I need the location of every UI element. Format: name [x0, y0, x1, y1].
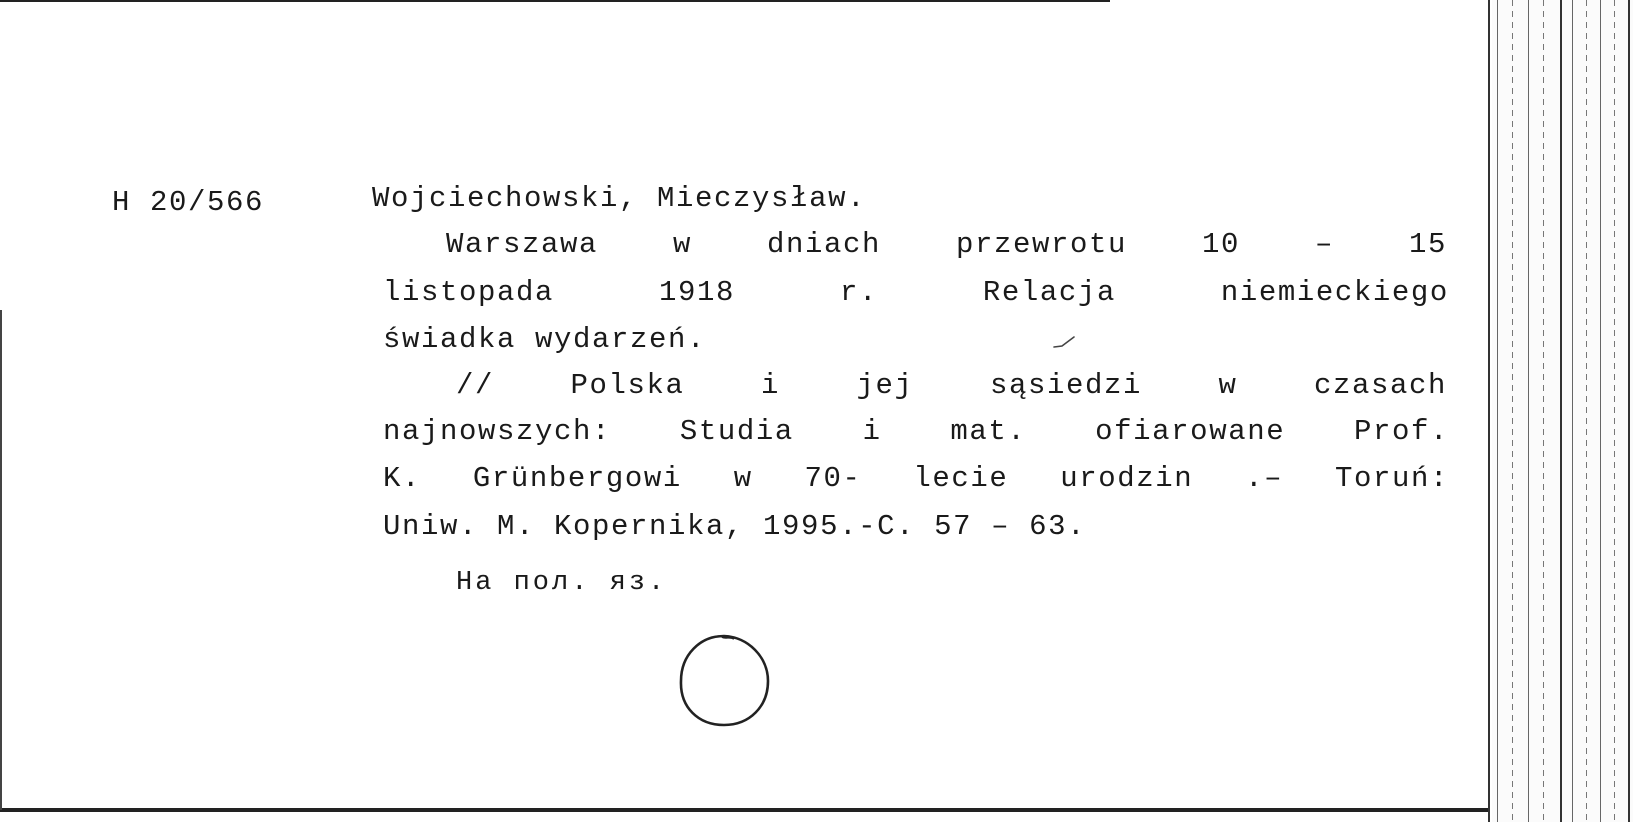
word: czasach — [1313, 369, 1447, 402]
word: najnowszych: — [383, 415, 612, 448]
word: sąsiedzi — [989, 369, 1142, 402]
word: niemieckiego — [1220, 276, 1449, 309]
word: 70- — [804, 462, 862, 495]
word: // — [456, 369, 495, 402]
word: Grünbergowi — [472, 462, 682, 495]
stacked-card-edge — [1543, 0, 1544, 822]
title-line: świadka wydarzeń. — [383, 323, 707, 356]
word: – — [1314, 228, 1334, 261]
word: w — [1218, 369, 1238, 402]
word: 1918 — [658, 276, 735, 309]
source-line — [383, 415, 1449, 449]
punch-hole — [672, 631, 776, 731]
word: .– — [1245, 462, 1284, 495]
word: listopada — [383, 276, 555, 309]
word: i — [862, 415, 882, 448]
word: 10 — [1201, 228, 1240, 261]
word: K. — [383, 462, 422, 495]
language-note: На пол. яз. — [456, 568, 668, 598]
card-left-edge — [0, 310, 2, 810]
card-right-edge — [1488, 0, 1490, 822]
word: r. — [839, 276, 878, 309]
title-line — [383, 276, 1449, 310]
stacked-card-edge — [1560, 0, 1562, 822]
title-line — [446, 228, 1447, 262]
word: i — [760, 369, 780, 402]
source-line: Uniw. M. Kopernika, 1995.-C. 57 – 63. — [383, 510, 1087, 543]
stacked-card-edge — [1586, 0, 1587, 822]
stacked-card-edge — [1528, 0, 1529, 822]
word: ofiarowane — [1095, 415, 1286, 448]
stacked-card-edge — [1512, 0, 1513, 822]
stacked-card-edge — [1572, 0, 1573, 822]
word: Prof. — [1353, 415, 1449, 448]
word: Warszawa — [446, 228, 599, 261]
pencil-check-mark — [1052, 335, 1076, 349]
stacked-card-edge — [1600, 0, 1601, 822]
stacked-card-edge — [1497, 0, 1498, 822]
stacked-card-edge — [1628, 0, 1630, 822]
card-bottom-edge — [0, 808, 1490, 812]
word: 15 — [1408, 228, 1447, 261]
author-heading: Wojciechowski, Mieczysław. — [372, 182, 867, 215]
source-line — [456, 369, 1447, 403]
shelfmark: H 20/566 — [112, 186, 265, 219]
word: Polska — [570, 369, 685, 402]
word: mat. — [950, 415, 1027, 448]
card-top-edge — [0, 0, 1110, 2]
word: urodzin — [1060, 462, 1194, 495]
word: Relacja — [982, 276, 1116, 309]
source-line — [383, 462, 1449, 496]
word: przewrotu — [955, 228, 1128, 261]
word: Toruń: — [1334, 462, 1449, 495]
card-stack-background — [1492, 0, 1633, 822]
word: Studia — [679, 415, 794, 448]
word: dniach — [766, 228, 882, 261]
word: lecie — [913, 462, 1009, 495]
word: w — [733, 462, 753, 495]
word: w — [673, 228, 693, 261]
stacked-card-edge — [1614, 0, 1615, 822]
word: jej — [856, 369, 914, 402]
